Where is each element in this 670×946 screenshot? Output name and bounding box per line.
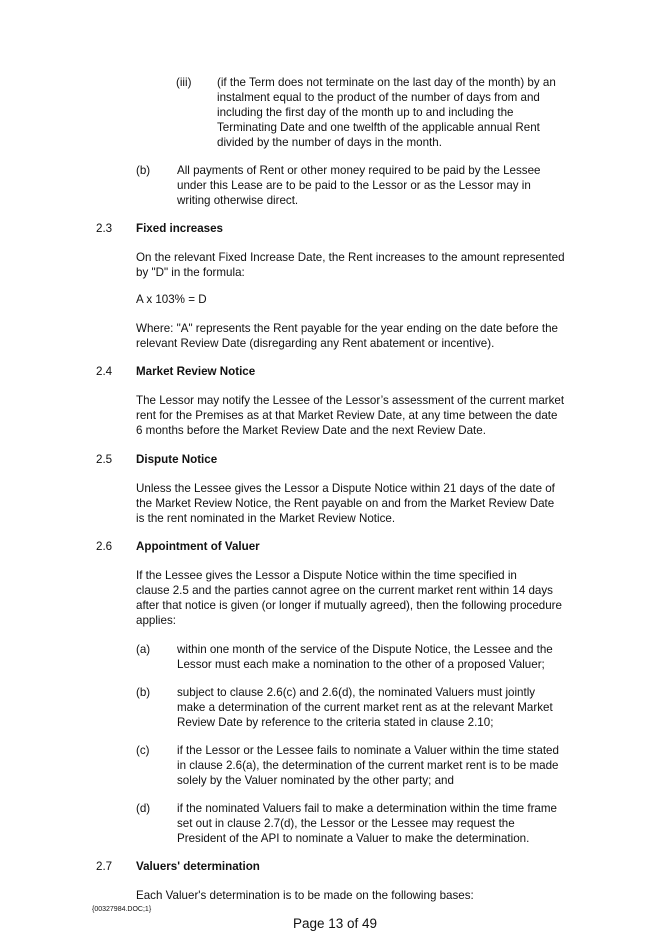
paragraph-line: writing otherwise direct. (177, 194, 299, 207)
paragraph-line: President of the API to nominate a Valuer to make the determination. (177, 832, 530, 845)
clause-heading: Appointment of Valuer (136, 540, 260, 553)
clause-heading: Dispute Notice (136, 453, 218, 466)
paragraph-line: Where: "A" represents the Rent payable for the year ending on the date before the (136, 322, 559, 335)
paragraph-line: Each Valuer's determination is to be made on the following bases: (136, 889, 474, 902)
paragraph-line: Terminating Date and one twelfth of the applicable annual Rent (217, 121, 540, 134)
paragraph-line: instalment equal to the product of the number of days from and (217, 91, 540, 104)
paragraph-line: 6 months before the Market Review Date and the next Review Date. (136, 424, 486, 437)
paragraph-line: the Market Review Notice, the Rent payable on and from the Market Review Date (136, 497, 555, 510)
clause-heading: Market Review Notice (136, 365, 256, 378)
paragraph-line: by "D" in the formula: (136, 266, 245, 279)
subclause-label: (c) (136, 744, 150, 757)
paragraph-line: divided by the number of days in the month. (217, 136, 442, 149)
paragraph-line: under this Lease are to be paid to the Lessor or as the Lessor may in (177, 179, 531, 192)
paragraph-line: The Lessor may notify the Lessee of the Lessor’s assessment of the current market (136, 394, 565, 407)
clause-number: 2.6 (96, 540, 113, 553)
subclause-label: (a) (136, 643, 151, 656)
clause-number: 2.7 (96, 860, 113, 873)
clause-number: 2.5 (96, 453, 113, 466)
clause-number: 2.3 (96, 222, 113, 235)
paragraph-line: If the Lessee gives the Lessor a Dispute Notice within the time specified in (136, 569, 517, 582)
paragraph-line: relevant Review Date (disregarding any Rent abatement or incentive). (136, 337, 495, 350)
paragraph-line: if the nominated Valuers fail to make a determination within the time frame (177, 802, 557, 815)
paragraph-line: (if the Term does not terminate on the last day of the month) by an (217, 76, 556, 89)
clause-heading: Fixed increases (136, 222, 224, 235)
paragraph-line: On the relevant Fixed Increase Date, the Rent increases to the amount represented (136, 251, 565, 264)
paragraph-line: A x 103% = D (136, 293, 207, 306)
subclause-label: (iii) (176, 76, 192, 89)
paragraph-line: in clause 2.6(a), the determination of the current market rent is to be made (177, 759, 559, 772)
paragraph-line: including the first day of the month up to and including the (217, 106, 514, 119)
paragraph-line: rent for the Premises as at that Market Review Date, at any time between the date (136, 409, 558, 422)
paragraph-line: within one month of the service of the Dispute Notice, the Lessee and the (177, 643, 553, 656)
subclause-label: (b) (136, 686, 151, 699)
paragraph-line: clause 2.5 and the parties cannot agree on the current market rent within 14 days (136, 584, 553, 597)
document-reference: {00327984.DOC;1} (92, 906, 152, 913)
clause-heading: Valuers' determination (136, 860, 260, 873)
paragraph-line: is the rent nominated in the Market Review Notice. (136, 512, 396, 525)
paragraph-line: Review Date by reference to the criteria stated in clause 2.10; (177, 716, 494, 729)
paragraph-line: make a determination of the current market rent as at the relevant Market (177, 701, 553, 714)
paragraph-line: All payments of Rent or other money required to be paid by the Lessee (177, 164, 541, 177)
paragraph-line: after that notice is given (or longer if mutually agreed), then the following procedure (136, 599, 562, 612)
paragraph-line: if the Lessor or the Lessee fails to nominate a Valuer within the time stated (177, 744, 559, 757)
paragraph-line: applies: (136, 614, 176, 627)
subclause-label: (d) (136, 802, 151, 815)
page-number: Page 13 of 49 (292, 916, 378, 931)
subclause-label: (b) (136, 164, 151, 177)
paragraph-line: Unless the Lessee gives the Lessor a Dispute Notice within 21 days of the date of (136, 482, 555, 495)
paragraph-line: Lessor must each make a nomination to the other of a proposed Valuer; (177, 658, 545, 671)
paragraph-line: set out in clause 2.7(d), the Lessor or the Lessee may request the (177, 817, 515, 830)
paragraph-line: solely by the Valuer nominated by the other party; and (177, 774, 454, 787)
paragraph-line: subject to clause 2.6(c) and 2.6(d), the nominated Valuers must jointly (177, 686, 536, 699)
clause-number: 2.4 (96, 365, 113, 378)
